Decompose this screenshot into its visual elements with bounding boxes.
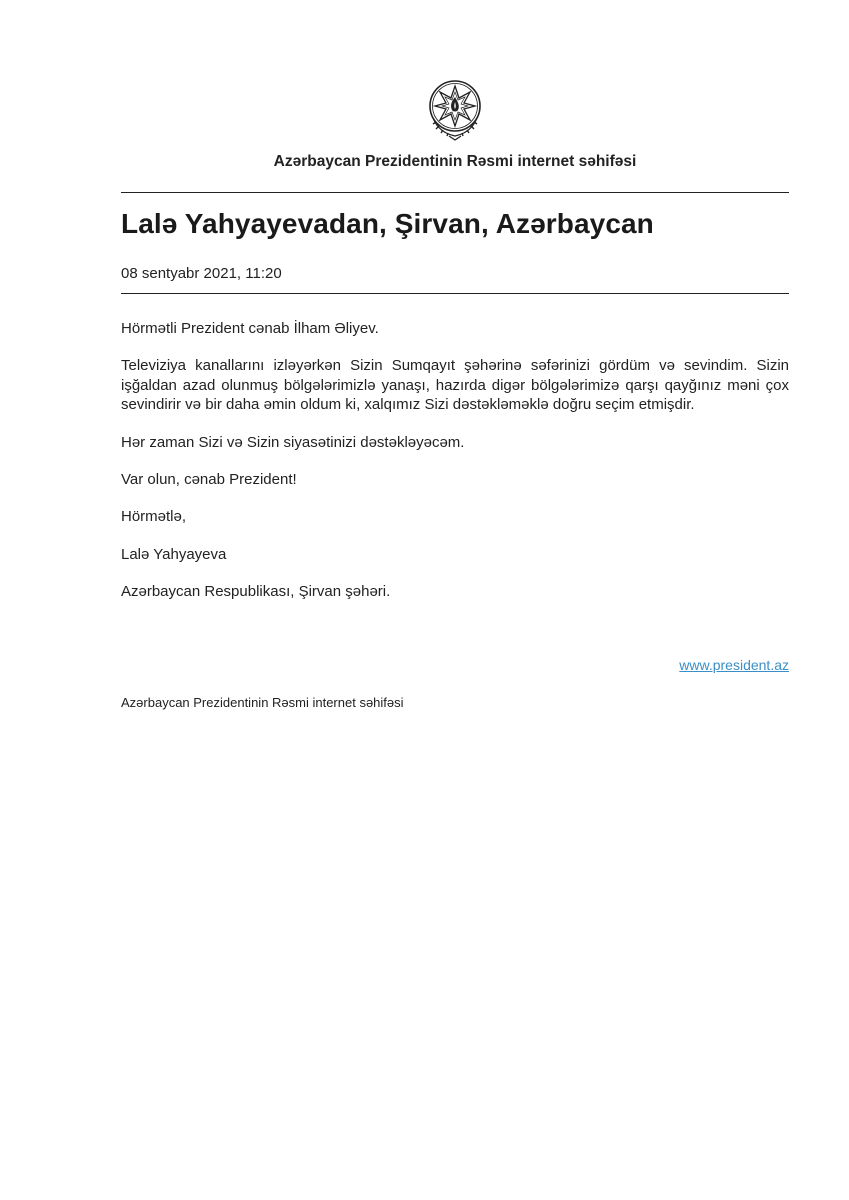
footer-site-title: Azərbaycan Prezidentinin Rəsmi internet səhifəsi — [121, 695, 404, 710]
president-site-link[interactable]: www.president.az — [679, 657, 789, 673]
author-location: Azərbaycan Respublikası, Şirvan şəhəri. — [121, 583, 391, 601]
header-divider — [121, 192, 789, 193]
closing: Hörmətlə, — [121, 508, 187, 526]
body-paragraph: Televiziya kanallarını izləyərkən Sizin Sumqayıt şəhərinə səfərinizi gördüm və sevindim. Sizin işğaldan azad olunmuş bölgələrimizlə yanaşı, hazırda digər bölgələrimizə qarşı qayğınız məni çox sevindirir və bir daha əmin oldum ki, xalqımız Sizi dəstəkləməklə doğru seçim etmişdir. — [121, 357, 789, 414]
site-title: Azərbaycan Prezidentinin Rəsmi internet səhifəsi — [273, 153, 637, 170]
article-title: Lalə Yahyayevadan, Şirvan, Azərbaycan — [121, 208, 654, 239]
article-date: 08 sentyabr 2021, 11:20 — [121, 265, 282, 282]
article-body — [121, 319, 789, 620]
body-paragraph: Hər zaman Sizi və Sizin siyasətinizi dəstəkləyəcəm. — [121, 433, 465, 451]
title-divider — [121, 293, 789, 294]
body-paragraph: Var olun, cənab Prezident! — [121, 471, 297, 489]
state-emblem-icon — [427, 78, 483, 142]
salutation: Hörmətli Prezident cənab İlham Əliyev. — [121, 320, 379, 337]
author-name: Lalə Yahyayeva — [121, 545, 227, 563]
